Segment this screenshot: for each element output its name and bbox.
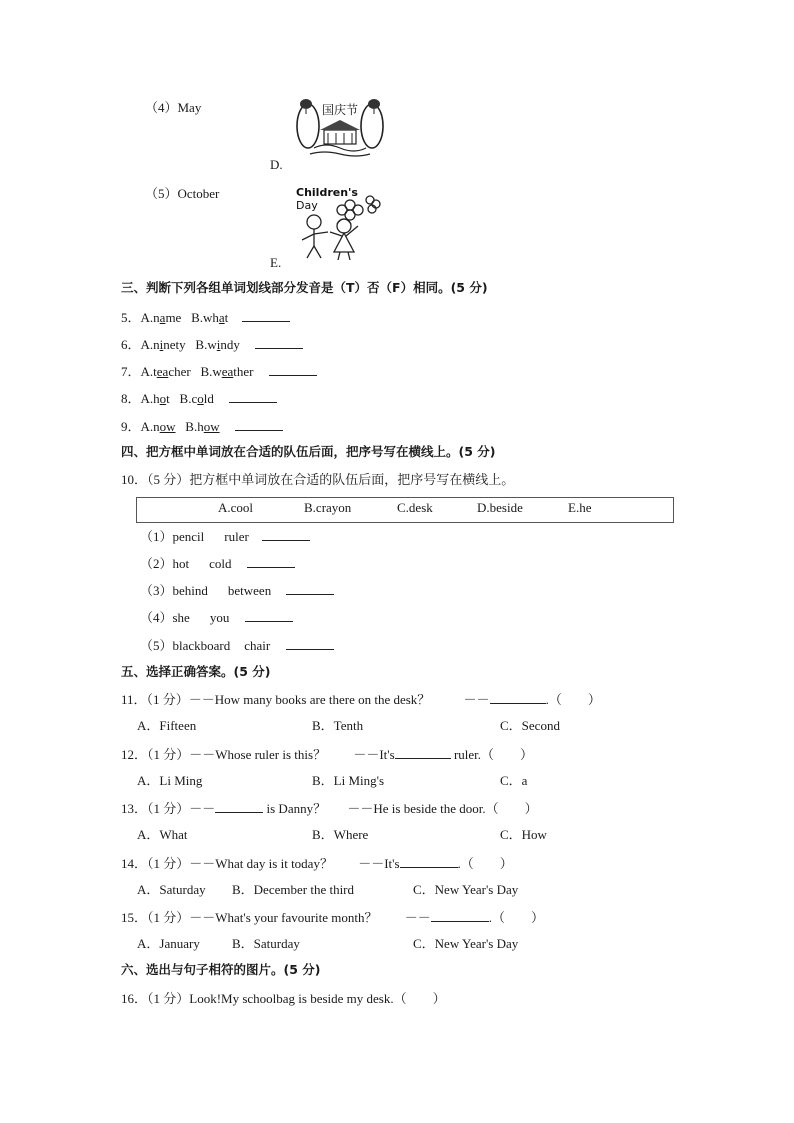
pic-d-text: 国庆节 (321, 103, 359, 117)
q14-option-b[interactable]: B．December the third (232, 882, 355, 897)
s4-item-5 (140, 637, 334, 654)
option-b-post: ndy (220, 337, 240, 352)
q13-option-a[interactable]: A．What (137, 827, 188, 842)
box-word-b: B.crayon (304, 500, 352, 515)
match-item-5-label: （5）October (145, 186, 220, 201)
option-b-pre: B.w (200, 364, 222, 379)
option-b-underlined: a (218, 310, 225, 325)
option-b-underlined: o (197, 391, 204, 406)
option-a-underlined: ow (159, 419, 176, 434)
item-word: chair (244, 638, 271, 653)
q12-option-b[interactable]: B．Li Ming's (312, 773, 385, 788)
option-b-post: t (224, 310, 229, 325)
answer-blank[interactable] (229, 390, 277, 403)
s4-item-3 (140, 582, 334, 599)
answer-blank[interactable] (395, 746, 451, 759)
answer-blank[interactable] (245, 609, 293, 622)
s3-item-8 (121, 390, 277, 407)
childrens-day-picture (292, 184, 388, 262)
question-text: －－He is beside the door.（ ） (347, 801, 538, 816)
s3-item-7 (121, 363, 317, 380)
option-a-post: t (166, 391, 170, 406)
match-item-4-letter: D. (270, 157, 283, 172)
question-15 (121, 909, 544, 926)
question-14 (121, 855, 513, 872)
option-a-underlined: ea (156, 364, 169, 379)
item-word: you (209, 610, 230, 625)
section-6-heading: 六、选出与句子相符的图片。(5 分) (121, 962, 321, 977)
option-b-pre: B.h (185, 419, 204, 434)
question-text: .（ ） (545, 692, 601, 707)
answer-blank[interactable] (247, 555, 295, 568)
pic-e-text-2: Day (296, 199, 318, 212)
item-number: 9． (121, 419, 141, 434)
question-11 (121, 691, 601, 708)
question-text: 14．（1 分）－－What day is it today？ (121, 856, 333, 871)
option-a-post: nety (163, 337, 186, 352)
answer-blank[interactable] (215, 800, 263, 813)
item-label: （5）blackboard (140, 638, 231, 653)
question-text: －－It's (358, 856, 400, 871)
item-label: （2）hot (140, 556, 190, 571)
s4-item-4 (140, 609, 293, 626)
q15-option-b[interactable]: B．Saturday (232, 936, 300, 951)
q15-option-a[interactable]: A．January (137, 936, 200, 951)
q11-option-c[interactable]: C．Second (500, 718, 560, 733)
question-text: .（ ） (457, 856, 513, 871)
item-word: cold (209, 556, 232, 571)
answer-blank[interactable] (262, 528, 310, 541)
option-a-pre: A.n (140, 337, 160, 352)
q13-option-b[interactable]: B．Where (312, 827, 369, 842)
option-a-pre: A.t (140, 364, 157, 379)
question-text: 12．（1 分）－－Whose ruler is this？ (121, 747, 327, 762)
question-text: 13．（1 分）－－ (121, 801, 216, 816)
answer-blank[interactable] (242, 309, 290, 322)
question-text: －－ (463, 692, 490, 707)
option-a-pre: A.h (140, 391, 160, 406)
q15-option-c[interactable]: C．New Year's Day (413, 936, 519, 951)
q14-option-c[interactable]: C．New Year's Day (413, 882, 519, 897)
q14-option-a[interactable]: A．Saturday (137, 882, 206, 897)
option-a-underlined: a (159, 310, 166, 325)
national-day-picture (292, 96, 388, 160)
question-text: －－ (404, 910, 431, 925)
box-word-a: A.cool (218, 500, 254, 515)
option-a-pre: A.n (140, 310, 160, 325)
question-13 (121, 800, 538, 817)
question-text: ruler.（ ） (453, 747, 534, 762)
answer-blank[interactable] (255, 336, 303, 349)
question-text: 11．（1 分）－－How many books are there on the desk？ (121, 692, 431, 707)
item-label: （3）behind (140, 583, 208, 598)
section-4-heading: 四、把方框中单词放在合适的队伍后面，把序号写在横线上。(5 分) (121, 444, 496, 459)
answer-blank[interactable] (286, 582, 334, 595)
option-b-pre: B.c (179, 391, 198, 406)
answer-blank[interactable] (269, 363, 317, 376)
item-number: 7． (121, 364, 141, 379)
option-a-post: cher (168, 364, 191, 379)
item-word: ruler (224, 529, 249, 544)
answer-blank[interactable] (490, 691, 546, 704)
option-a-post: me (165, 310, 182, 325)
pic-e-text-1: Children's (296, 186, 358, 199)
option-b-post: ld (203, 391, 214, 406)
box-word-d: D.beside (477, 500, 523, 515)
option-b-pre: B.w (195, 337, 217, 352)
s4-item-2 (140, 555, 295, 572)
q12-option-c[interactable]: C．a (500, 773, 528, 788)
s4-item-1 (140, 528, 310, 545)
item-label: （4）she (140, 610, 190, 625)
option-a-pre: A.n (140, 419, 160, 434)
item-number: 8． (121, 391, 141, 406)
q12-option-a[interactable]: A．Li Ming (137, 773, 203, 788)
question-text: is Danny？ (266, 801, 327, 816)
q11-option-a[interactable]: A．Fifteen (137, 718, 197, 733)
s3-item-5 (121, 309, 290, 326)
item-number: 6． (121, 337, 141, 352)
q11-option-b[interactable]: B．Tenth (312, 718, 364, 733)
question-text: .（ ） (488, 910, 545, 925)
item-label: （1）pencil (140, 529, 205, 544)
q13-option-c[interactable]: C．How (500, 827, 547, 842)
option-b-underlined: i (216, 337, 221, 352)
answer-blank[interactable] (235, 418, 283, 431)
question-12 (121, 746, 533, 763)
answer-blank[interactable] (431, 909, 489, 922)
section-3-heading: 三、判断下列各组单词划线部分发音是（T）否（F）相同。(5 分) (121, 280, 488, 295)
question-text: －－It's (353, 747, 395, 762)
question-16: 16．（1 分）Look!My schoolbag is beside my desk.（ ） (121, 991, 446, 1006)
s3-item-9 (121, 418, 283, 435)
option-b-post: ther (233, 364, 254, 379)
option-b-underlined: ea (221, 364, 234, 379)
section-5-heading: 五、选择正确答案。(5 分) (121, 664, 271, 679)
option-a-underlined: o (159, 391, 167, 406)
item-word: between (227, 583, 272, 598)
question-10: 10．（5 分）把方框中单词放在合适的队伍后面，把序号写在横线上。 (121, 472, 515, 487)
box-word-e: E.he (568, 500, 592, 515)
item-number: 5． (121, 310, 141, 325)
question-text: 15．（1 分）－－What's your favourite month？ (121, 910, 378, 925)
answer-blank[interactable] (400, 855, 458, 868)
option-a-underlined: i (159, 337, 164, 352)
box-word-c: C.desk (397, 500, 433, 515)
answer-blank[interactable] (286, 637, 334, 650)
option-b-underlined: ow (203, 419, 220, 434)
s3-item-6 (121, 336, 303, 353)
option-b-pre: B.wh (191, 310, 219, 325)
match-item-4-label: （4）May (145, 100, 202, 115)
match-item-5-letter: E. (270, 255, 282, 270)
